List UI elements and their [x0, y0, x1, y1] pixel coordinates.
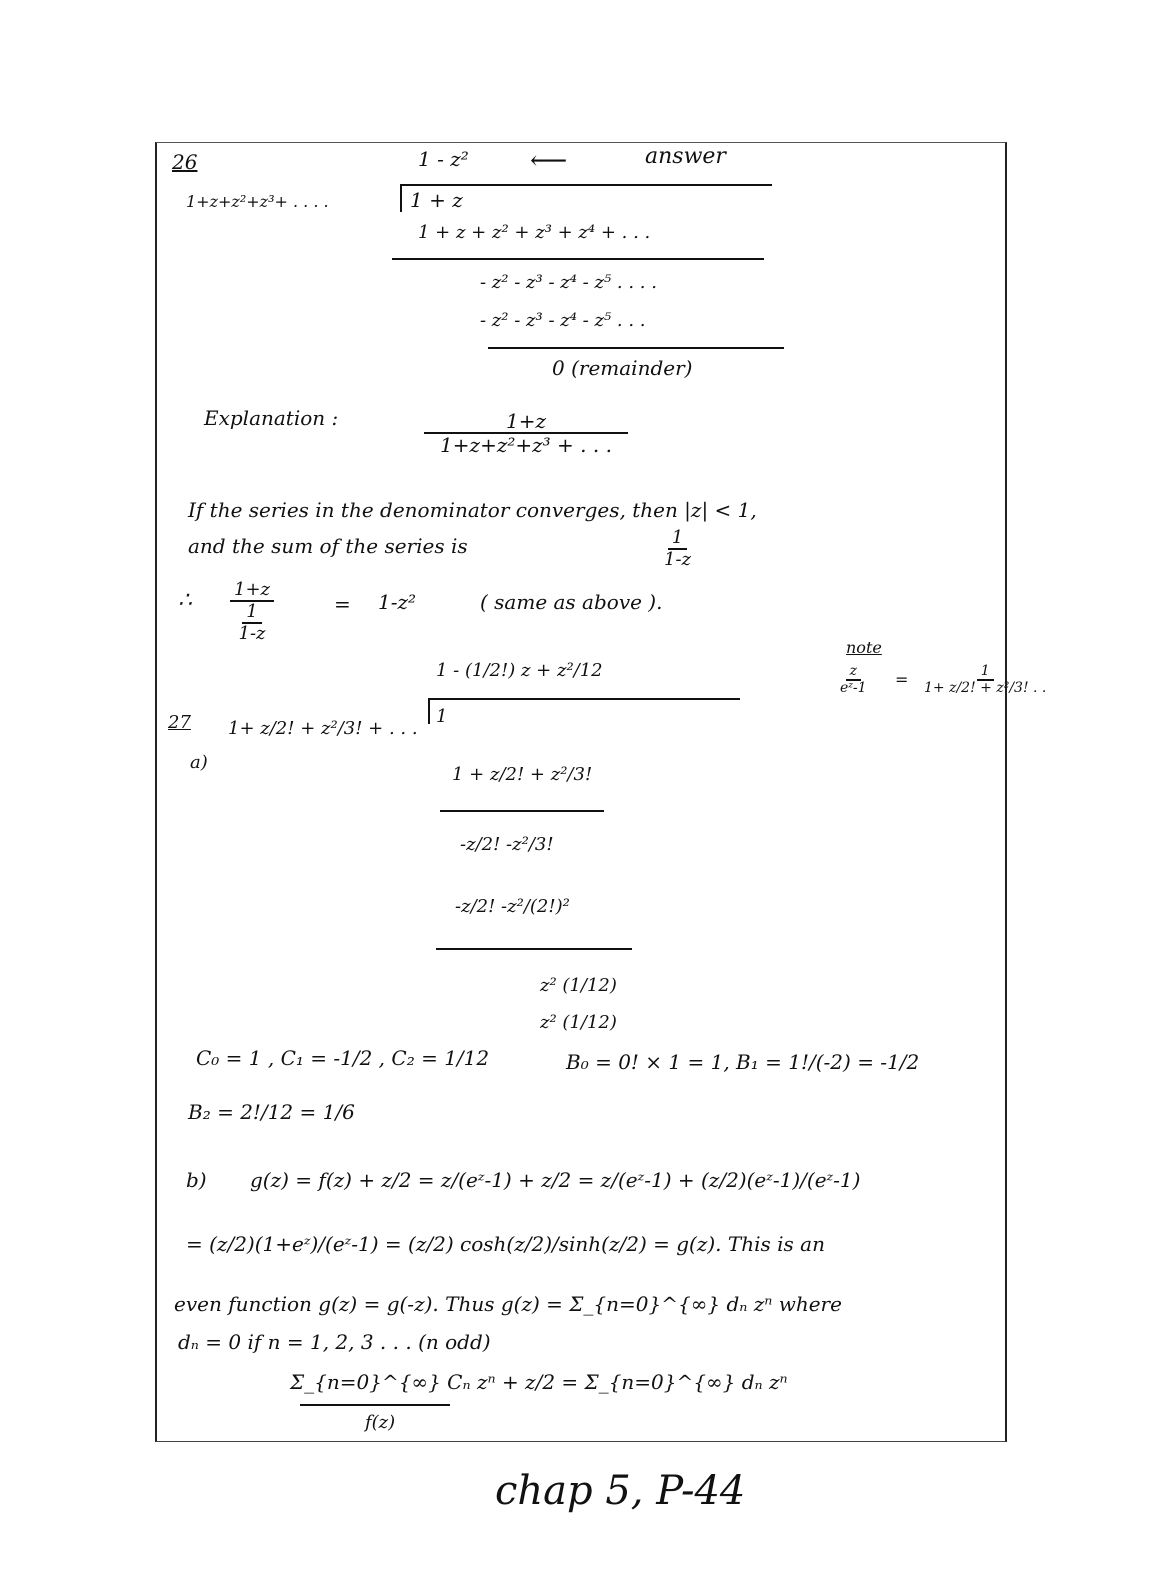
p26-line3: - z² - z³ - z⁴ - z⁵ . . .	[480, 310, 646, 331]
therefore-fraction	[230, 580, 274, 643]
note-lhs-num: z	[846, 664, 861, 681]
explanation-text-1: If the series in the denominator converges, then |z| < 1,	[188, 498, 757, 522]
p27-quotient: 1 - (1/2!) z + z²/12	[436, 660, 603, 681]
p26-remainder: 0 (remainder)	[552, 356, 693, 380]
part-b-line3: even function g(z) = g(-z). Thus g(z) = Σ_{n=0}^{∞} dₙ zⁿ where	[174, 1292, 842, 1316]
problem-27-number: 27	[168, 712, 191, 733]
note-rhs-num: 1	[977, 664, 994, 681]
note-rhs-fraction	[920, 664, 1050, 697]
part-a-label: a)	[190, 752, 208, 773]
therefore-symbol: ∴	[178, 588, 192, 613]
division-bar-26	[400, 184, 772, 186]
therefore-note: ( same as above ).	[480, 590, 663, 614]
note-lhs-fraction	[836, 664, 871, 697]
p27-divisor: 1+ z/2! + z²/3! + . . .	[228, 718, 418, 739]
therefore-den-numerator: 1	[242, 602, 261, 624]
part-b-line4: dₙ = 0 if n = 1, 2, 3 . . . (n odd)	[178, 1330, 491, 1354]
p27-line5: z² (1/12)	[540, 1012, 617, 1033]
division-bracket-27	[428, 698, 430, 724]
division-bracket-26	[400, 184, 402, 212]
p27-subtract-rule1	[440, 810, 604, 812]
explanation-text-2: and the sum of the series is	[188, 534, 468, 558]
b2-value: B₂ = 2!/12 = 1/6	[188, 1100, 355, 1124]
note-equals: =	[895, 670, 909, 689]
p26-subtract-rule1	[392, 258, 764, 260]
part-b-line5: Σ_{n=0}^{∞} Cₙ zⁿ + z/2 = Σ_{n=0}^{∞} dₙ zⁿ	[290, 1370, 788, 1394]
f-z-brace	[300, 1396, 450, 1406]
p26-line2: - z² - z³ - z⁴ - z⁵ . . . .	[480, 272, 657, 293]
answer-label: answer	[645, 144, 726, 169]
p26-quotient: 1 - z²	[418, 147, 469, 171]
p27-subtract-rule2	[436, 948, 632, 950]
therefore-denominator	[235, 602, 270, 644]
sum-numerator: 1	[668, 528, 687, 550]
sum-denominator: 1-z	[664, 548, 692, 570]
note-lhs-den: eᶻ-1	[840, 680, 867, 697]
p27-line2: -z/2! -z²/3!	[460, 834, 554, 855]
p27-line3: -z/2! -z²/(2!)²	[455, 896, 570, 917]
explanation-label: Explanation :	[204, 406, 339, 430]
division-bar-27	[428, 698, 740, 700]
part-b-label: b)	[186, 1168, 207, 1192]
therefore-equals: =	[334, 592, 351, 616]
f-z-label: f(z)	[365, 1412, 396, 1433]
p26-line1: 1 + z + z² + z³ + z⁴ + . . .	[418, 222, 651, 243]
therefore-den-denominator: 1-z	[238, 622, 266, 644]
expl-numerator: 1+z	[424, 410, 628, 434]
b-values: B₀ = 0! × 1 = 1, B₁ = 1!/(-2) = -1/2	[566, 1050, 920, 1074]
p27-dividend: 1	[436, 706, 448, 727]
p26-divisor: 1+z+z²+z³+ . . . .	[186, 192, 329, 211]
therefore-numerator: 1+z	[230, 580, 274, 602]
therefore-result: 1-z²	[378, 590, 417, 614]
arrow-icon: ⟵	[530, 146, 568, 176]
problem-26-number: 26	[172, 150, 198, 174]
p27-line1: 1 + z/2! + z²/3!	[452, 764, 593, 785]
p26-subtract-rule2	[488, 347, 784, 349]
page-footer: chap 5, P-44	[495, 1468, 746, 1514]
note-label: note	[846, 638, 882, 657]
series-sum-fraction	[660, 528, 695, 570]
note-rhs-den: 1+ z/2! + z²/3! . .	[924, 680, 1047, 697]
explanation-fraction	[424, 410, 628, 456]
p27-line4: z² (1/12)	[540, 975, 617, 996]
expl-denominator: 1+z+z²+z³ + . . .	[440, 433, 612, 457]
part-b-line2: = (z/2)(1+eᶻ)/(eᶻ-1) = (z/2) cosh(z/2)/sinh(z/2) = g(z). This is an	[186, 1232, 825, 1256]
part-b-line1: g(z) = f(z) + z/2 = z/(eᶻ-1) + z/2 = z/(eᶻ-1) + (z/2)(eᶻ-1)/(eᶻ-1)	[250, 1168, 861, 1192]
p26-dividend: 1 + z	[410, 188, 463, 212]
c-values: C₀ = 1 , C₁ = -1/2 , C₂ = 1/12	[196, 1046, 490, 1070]
